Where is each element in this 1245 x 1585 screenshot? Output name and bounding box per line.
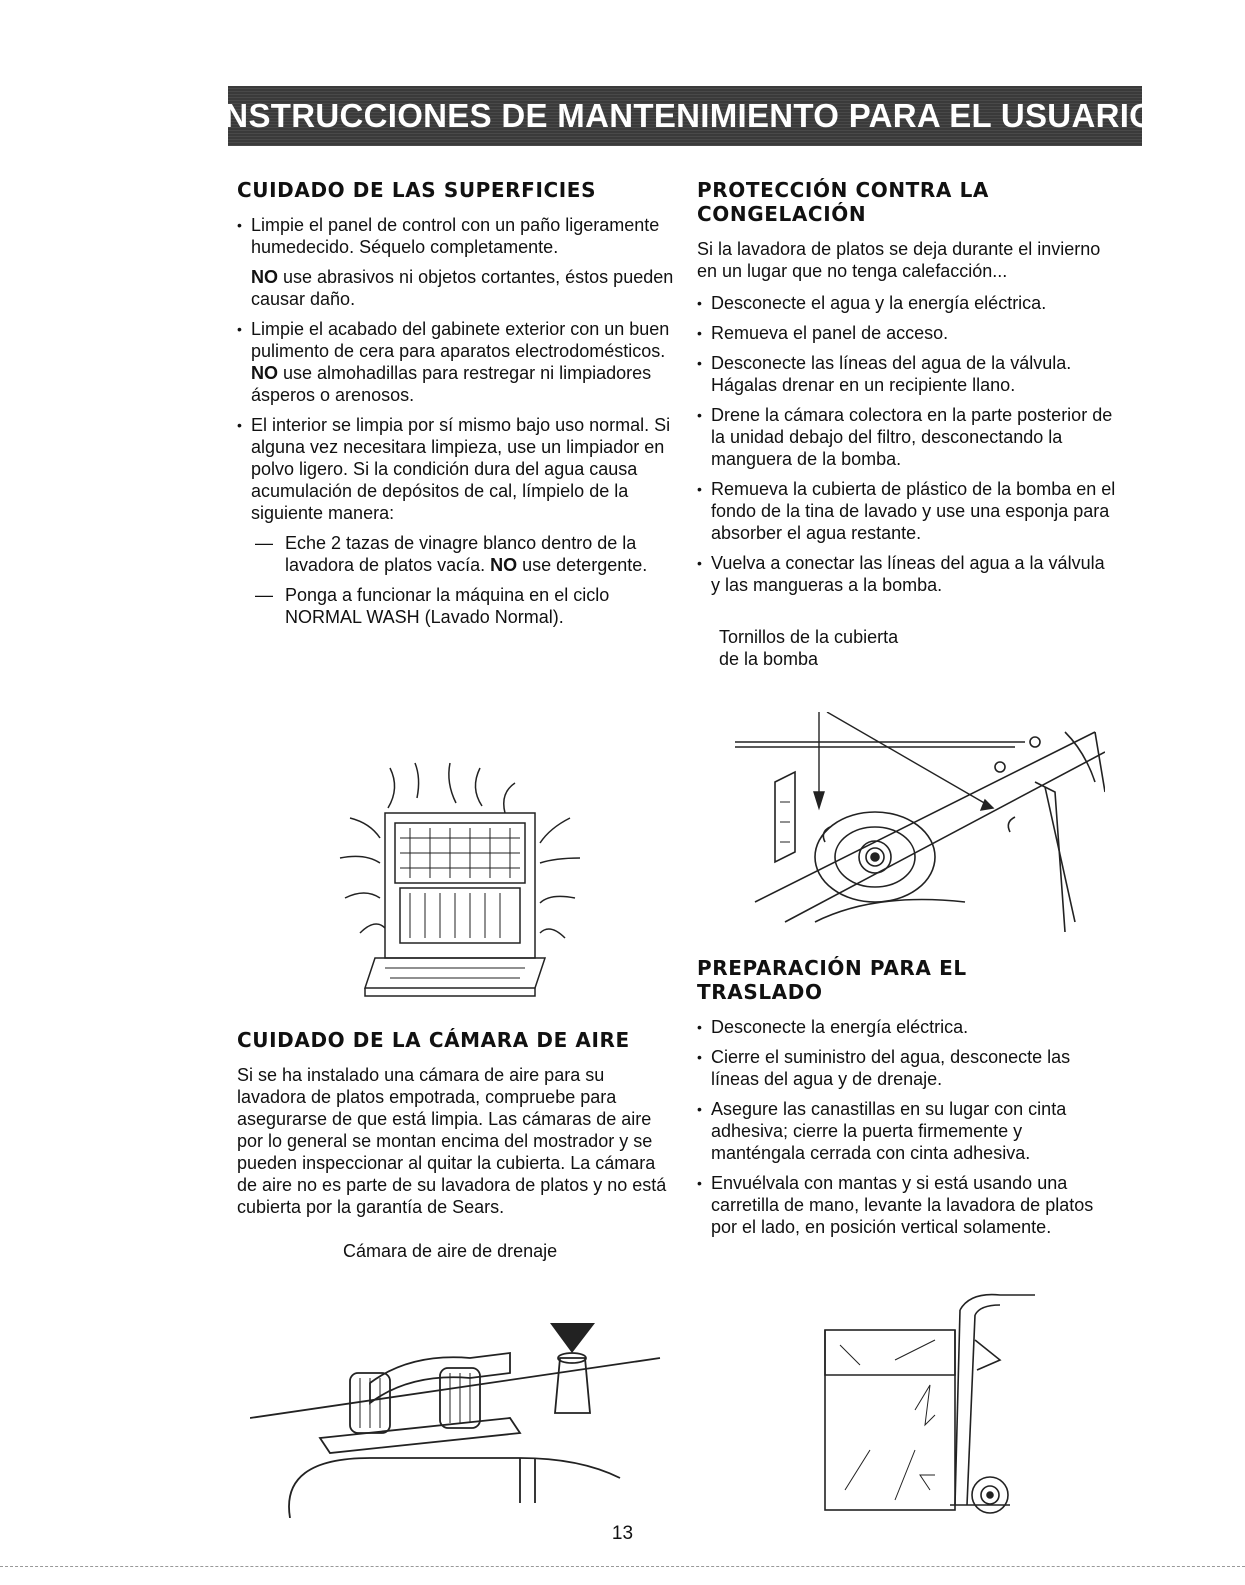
air-gap-body: Si se ha instalado una cámara de aire para su lavadora de platos empotrada, compruebe para asegurarse de que está limpia. Las cámaras de aire por lo general se montan encima del mostrador y se pueden inspeccionar al quitar la cubierta. La cámara de aire no es parte de su lavadora de platos y no está cubierta por la garantía de Sears. (237, 1065, 667, 1217)
list-item: • Vuelva a conectar las líneas del agua a la válvula y las mangueras a la bomba. (697, 552, 1117, 596)
bottom-rule (0, 1566, 1245, 1567)
list-item: • Drene la cámara colectora en la parte posterior de la unidad debajo del filtro, desconectando la manguera de la bomba. (697, 404, 1117, 470)
pump-caption-line-1: Tornillos de la cubierta (719, 627, 899, 647)
step1-text-b: use detergente. (517, 555, 648, 575)
vinegar-steps (237, 532, 677, 628)
surface-care-item-1: • Limpie el panel de control con un paño ligeramente humedecido. Séquelo completamente. (237, 214, 677, 258)
page-number: 13 (611, 1523, 634, 1544)
no-label: NO (490, 555, 518, 575)
left-column (237, 178, 677, 636)
surface-care-list-2 (237, 318, 677, 524)
pump-caption (697, 626, 1117, 670)
moving-heading-line-2: TRASLADO (697, 980, 823, 1004)
freeze-heading-line-2: CONGELACIÓN (697, 202, 867, 226)
air-gap-heading: CUIDADO DE LA CÁMARA DE AIRE (237, 1028, 630, 1052)
list-item: • Cierre el suministro del agua, desconecte las líneas del agua y de drenaje. (697, 1046, 1117, 1090)
pump-caption-line-2: de la bomba (719, 649, 819, 669)
surface-care-warning (237, 266, 677, 310)
no-label: NO (251, 267, 278, 287)
air-gap-caption: Cámara de aire de drenaje (343, 1241, 558, 1261)
step1-text-a: Eche 2 tazas de vinagre blanco dentro de la lavadora de platos vacía. (285, 533, 637, 575)
list-item: • Envuélvala con mantas y si está usando una carretilla de mano, levante la lavadora de platos por el lado, en posición vertical solamente. (697, 1172, 1117, 1238)
header-banner (214, 86, 1156, 146)
air-gap-illustration (250, 1318, 670, 1518)
page-title: INSTRUCCIONES DE MANTENIMIENTO PARA EL USUARIO (214, 97, 1156, 134)
surface-care-item-3: • El interior se limpia por sí mismo bajo uso normal. Si alguna vez necesitara limpieza, use un limpiador en polvo ligero. Si la condición dura del agua causa acumulación de depósitos de cal, límpielo de la siguiente manera: (237, 414, 677, 524)
dishwasher-illustration (330, 758, 600, 998)
vinegar-step-2: — Ponga a funcionar la máquina en el ciclo NORMAL WASH (Lavado Normal). (237, 584, 677, 628)
moving-list (697, 1016, 1117, 1238)
surface-care-heading: CUIDADO DE LAS SUPERFICIES (237, 178, 597, 202)
freeze-heading (697, 178, 1117, 226)
surface-care-list (237, 214, 677, 258)
moving-heading-line-1: PREPARACIÓN PARA EL (697, 956, 967, 980)
surface-care-item-2 (237, 318, 677, 406)
air-gap-section (237, 1028, 677, 1262)
item2-text-b: use almohadillas para restregar ni limpiadores ásperos o arenosos. (251, 363, 652, 405)
pump-illustration (735, 712, 1105, 940)
moving-heading (697, 956, 1117, 1004)
no-label: NO (251, 363, 278, 383)
freeze-list (697, 292, 1117, 596)
list-item: • Remueva el panel de acceso. (697, 322, 1117, 344)
moving-section (697, 956, 1117, 1246)
right-column (697, 178, 1117, 670)
freeze-intro: Si la lavadora de platos se deja durante el invierno en un lugar que no tenga calefacción... (697, 239, 1101, 281)
item2-text-a: Limpie el acabado del gabinete exterior con un buen pulimento de cera para aparatos electrodomésticos. (251, 319, 670, 361)
warning-text: use abrasivos ni objetos cortantes, éstos pueden causar daño. (251, 267, 674, 309)
list-item: • Remueva la cubierta de plástico de la bomba en el fondo de la tina de lavado y use una esponja para absorber el agua restante. (697, 478, 1117, 544)
list-item: • Asegure las canastillas en su lugar con cinta adhesiva; cierre la puerta firmemente y manténgala cerrada con cinta adhesiva. (697, 1098, 1117, 1164)
vinegar-step-1 (237, 532, 677, 576)
list-item: • Desconecte la energía eléctrica. (697, 1016, 1117, 1038)
list-item: • Desconecte las líneas del agua de la válvula. Hágalas drenar en un recipiente llano. (697, 352, 1117, 396)
freeze-heading-line-1: PROTECCIÓN CONTRA LA (697, 178, 989, 202)
list-item: • Desconecte el agua y la energía eléctrica. (697, 292, 1117, 314)
hand-truck-illustration (815, 1290, 1045, 1520)
